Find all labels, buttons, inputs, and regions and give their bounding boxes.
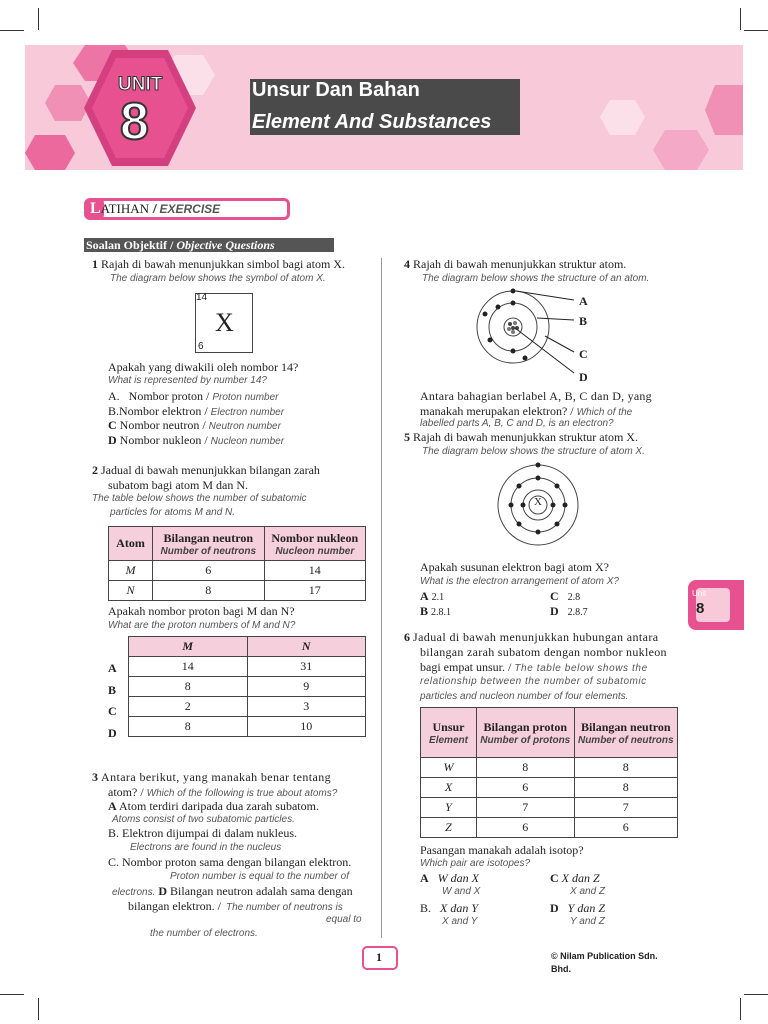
q1-option-a-en: Proton number	[212, 392, 279, 403]
q6-cell: 7	[477, 798, 575, 818]
q2-cell: N	[109, 581, 153, 601]
q3-line2	[108, 785, 337, 800]
q3-option-c-en2: electrons.	[112, 887, 156, 898]
q2-stem-ms1-text: Jadual di bawah menunjukkan bilangan zarah	[101, 463, 320, 477]
q2-ans-th-n: N	[247, 637, 366, 657]
q2-ans-cell: 9	[247, 677, 366, 697]
q2-question-ms: Apakah nombor proton bagi M dan N?	[108, 604, 295, 618]
q5-stem-ms-text: Rajah di bawah menunjukkan struktur atom X.	[413, 430, 638, 444]
q6-th-protons-ms: Bilangan proton	[483, 719, 567, 734]
q1-option-c-en: Neutron number	[208, 421, 281, 432]
q6-question-en: Which pair are isotopes?	[420, 858, 531, 869]
q2-answer-table	[128, 636, 366, 737]
q2-option-a-key[interactable]: A	[108, 661, 117, 675]
q3-option-b[interactable]	[108, 826, 297, 841]
q6-option-d-en: Y and Z	[570, 916, 605, 927]
q6-th-neutrons-en: Number of neutrons	[577, 734, 674, 746]
q6-option-c-key: C	[550, 871, 559, 885]
unit-number: 8	[120, 93, 149, 151]
latihan-heading	[90, 200, 220, 218]
q3-line1	[92, 770, 331, 785]
q2-cell: 6	[153, 561, 265, 581]
q1-option-d[interactable]	[108, 433, 284, 448]
unit-side-tab	[688, 580, 744, 630]
q3-option-d[interactable]	[112, 884, 353, 899]
q2-ans-cell: 31	[247, 657, 366, 677]
q3-option-a[interactable]	[108, 799, 319, 814]
q6-th-neutrons-ms: Bilangan neutron	[581, 719, 671, 734]
soalan-ms: Soalan Objektif /	[86, 238, 174, 252]
q6-option-d-ms: Y dan Z	[567, 901, 606, 915]
table-row	[109, 581, 366, 601]
copyright-line2: Bhd.	[551, 964, 571, 974]
q3-option-c-en1: Proton number is equal to the number of	[170, 871, 349, 882]
crop-mark	[38, 998, 39, 1020]
q6-th-protons	[477, 708, 575, 758]
q5-option-d-val: 2.8.7	[567, 607, 588, 618]
q3-option-c-ms: Nombor proton sama dengan bilangan elektron.	[122, 855, 352, 869]
q6-cell: 8	[574, 778, 677, 798]
atom-symbol: X	[215, 308, 234, 337]
q6-cell: Z	[421, 818, 477, 838]
q1-stem-ms-text: Rajah di bawah menunjukkan simbol bagi atom X.	[101, 257, 345, 271]
q5-stem-ms	[404, 430, 638, 445]
q6-cell: W	[421, 758, 477, 778]
q1-number: 1	[92, 257, 98, 271]
q1-stem-en: The diagram below shows the symbol of atom X.	[110, 273, 326, 284]
q1-option-d-ms: Nombor nukleon /	[119, 433, 208, 447]
q1-question-ms: Apakah yang diwakili oleh nombor 14?	[108, 360, 299, 374]
q6-cell: 8	[574, 758, 677, 778]
q6-line1-text: Jadual di bawah menunjukkan hubungan antara	[413, 630, 659, 644]
q3-option-d-ms2: bilangan elektron. /	[128, 899, 221, 913]
q5-stem-en: The diagram below shows the structure of atom X.	[422, 446, 645, 457]
q1-question-en: What is represented by number 14?	[108, 375, 267, 386]
page-number: 1	[376, 950, 382, 964]
q3-option-b-ms: Elektron dijumpai di dalam nukleus.	[122, 826, 297, 840]
q3-option-d-key: D	[158, 884, 168, 898]
q2-ans-cell: 14	[129, 657, 248, 677]
table-row	[129, 697, 366, 717]
table-row	[129, 717, 366, 737]
q6-option-a-key: A	[420, 871, 429, 885]
q6-th-neutrons	[574, 708, 677, 758]
q4-question-line2	[420, 404, 632, 419]
table-row	[421, 758, 678, 778]
q1-option-c-ms: Nombor neutron /	[119, 418, 206, 432]
q5-option-c-key: C	[550, 589, 559, 603]
q5-question-ms: Apakah susunan elektron bagi atom X?	[420, 560, 609, 574]
q6-th-element-en: Element	[429, 734, 468, 746]
q2-th-neutron-en: Number of neutrons	[160, 545, 257, 557]
q4-stem-ms	[404, 257, 626, 272]
q1-stem-ms	[92, 257, 345, 272]
q5-option-c-val: 2.8	[567, 592, 581, 603]
q6-option-a[interactable]	[420, 871, 479, 886]
soalan-en: Objective Questions	[176, 238, 275, 252]
q2-th-neutron-ms: Bilangan neutron	[163, 530, 254, 545]
column-divider	[381, 258, 382, 938]
q2-ans-cell: 3	[247, 697, 366, 717]
q6-option-a-ms: W dan X	[437, 871, 479, 885]
q6-option-b[interactable]	[420, 901, 478, 916]
q3-option-b-key: B.	[108, 826, 120, 840]
q6-cell: 8	[477, 758, 575, 778]
q3-line2-en: Which of the following is true about atoms?	[146, 788, 338, 799]
q4-question-ms2: manakah merupakan elektron? /	[420, 404, 574, 418]
q5-option-b-key: B	[420, 604, 429, 618]
copyright-line1: © Nilam Publication Sdn.	[551, 951, 658, 961]
crop-mark	[744, 994, 768, 995]
q6-option-d[interactable]	[550, 901, 605, 916]
crop-mark	[0, 994, 24, 995]
q5-option-b-val: 2.8.1	[431, 607, 452, 618]
q2-th-nucleon-en: Nucleon number	[275, 545, 355, 557]
q5-question-en: What is the electron arrangement of atom X?	[420, 576, 619, 587]
unit-side-tab-label: Unit	[692, 589, 707, 598]
table-row	[129, 657, 366, 677]
q2-stem-en2: particles for atoms M and N.	[110, 507, 236, 518]
q3-option-d-en2: equal to	[326, 914, 362, 925]
q2-stem-en1: The table below shows the number of subatomic	[92, 493, 307, 504]
q6-line5: particles and nucleon number of four elements.	[420, 691, 629, 702]
q1-option-d-en: Nucleon number	[210, 436, 285, 447]
q2-th-nucleon-ms: Nombor nukleon	[271, 530, 359, 545]
q5-option-d-key: D	[550, 604, 559, 618]
title-ms: Unsur Dan Bahan	[252, 79, 420, 101]
q5-option-a-key: A	[420, 589, 429, 603]
q2-cell: 14	[264, 561, 365, 581]
q2-ans-cell: 8	[129, 717, 248, 737]
q1-option-b-ms: Nombor elektron /	[119, 404, 208, 418]
q5-number: 5	[404, 430, 410, 444]
q4-question-ms1: Antara bahagian berlabel A, B, C dan D, yang	[420, 389, 652, 403]
q3-option-d-line2	[128, 899, 343, 914]
q1-option-a-key: A.	[108, 389, 120, 403]
q2-cell: 8	[153, 581, 265, 601]
q6-option-b-en: X and Y	[442, 916, 478, 927]
title-en: Element And Substances	[252, 111, 492, 133]
q4-question-en1: Which of the	[576, 407, 633, 418]
crop-mark	[744, 30, 768, 31]
q2-th-neutron	[153, 527, 265, 561]
q6-line1	[404, 630, 658, 645]
latihan-en: / EXERCISE	[152, 202, 221, 216]
latihan-initial: L	[90, 200, 101, 217]
q4-label-d: D	[579, 370, 588, 384]
crop-mark	[0, 30, 24, 31]
q2-stem-ms1	[92, 463, 320, 478]
q6-option-b-ms: X dan Y	[440, 901, 479, 915]
q3-option-d-ms1: Bilangan neutron adalah sama dengan	[170, 884, 353, 898]
q2-th-atom-ms: Atom	[116, 536, 145, 550]
table-row	[129, 677, 366, 697]
q3-option-d-en3: the number of electrons.	[150, 928, 258, 939]
q4-number: 4	[404, 257, 410, 271]
unit-label: UNIT	[118, 74, 163, 95]
q6-cell: 6	[477, 778, 575, 798]
q2-ans-cell: 2	[129, 697, 248, 717]
q1-option-b[interactable]	[108, 404, 284, 419]
q6-option-c-en: X and Z	[570, 886, 606, 897]
q6-th-element-ms: Unsur	[432, 719, 465, 734]
q1-option-b-key: B.	[108, 404, 120, 418]
q4-label-c: C	[579, 347, 588, 361]
q2-option-b-key[interactable]: B	[108, 683, 117, 697]
q2-number: 2	[92, 463, 98, 477]
q2-question-en: What are the proton numbers of M and N?	[108, 620, 296, 631]
q6-option-b-key: B.	[420, 901, 432, 915]
q6-cell: X	[421, 778, 477, 798]
q6-line2: bilangan zarah subatom dengan nombor nukleon	[420, 645, 667, 659]
q5-option-b[interactable]	[420, 604, 451, 619]
q5-option-a-val: 2.1	[431, 592, 445, 603]
q4-label-b: B	[579, 314, 588, 328]
q6-line3-en: The table below shows the	[514, 663, 648, 674]
q1-option-b-en: Electron number	[210, 407, 285, 418]
q6-question-ms: Pasangan manakah adalah isotop?	[420, 843, 584, 857]
q2-th-nucleon	[264, 527, 365, 561]
q6-cell: 6	[477, 818, 575, 838]
q2-option-d-key[interactable]: D	[108, 726, 117, 740]
latihan-rest: ATIHAN	[100, 201, 150, 216]
q2-option-c-key[interactable]: C	[108, 704, 117, 718]
q6-option-c[interactable]	[550, 871, 600, 886]
q3-number: 3	[92, 770, 98, 784]
q4-stem-ms-text: Rajah di bawah menunjukkan struktur atom.	[413, 257, 627, 271]
table-row	[421, 818, 678, 838]
q6-option-c-ms: X dan Z	[561, 871, 600, 885]
q3-option-c[interactable]	[108, 855, 351, 870]
q3-option-d-en1: The number of neutrons is	[225, 902, 343, 913]
q5-option-d[interactable]	[550, 604, 588, 619]
q1-option-a-ms: Nombor proton /	[128, 389, 210, 403]
q6-line3	[420, 660, 648, 675]
table-row	[109, 561, 366, 581]
atom-mass-number: 14	[196, 292, 208, 303]
q6-table	[420, 707, 678, 838]
q5-option-c[interactable]	[550, 589, 580, 604]
q1-option-a[interactable]	[108, 389, 279, 404]
crop-mark	[38, 8, 39, 30]
q2-cell: 17	[264, 581, 365, 601]
q6-cell: Y	[421, 798, 477, 818]
q2-stem-ms2: subatom bagi atom M dan N.	[108, 478, 248, 492]
q2-ans-cell: 8	[129, 677, 248, 697]
q3-option-a-ms: Atom terdiri daripada dua zarah subatom.	[119, 799, 319, 813]
q1-option-c[interactable]	[108, 418, 281, 433]
atom-x-center: X	[534, 496, 542, 508]
q6-cell: 7	[574, 798, 677, 818]
q6-line3-ms: bagi empat unsur. /	[420, 660, 512, 674]
table-row	[421, 778, 678, 798]
q1-option-d-key: D	[108, 433, 117, 447]
q4-stem-en: The diagram below shows the structure of an atom.	[422, 273, 650, 284]
q6-th-protons-en: Number of protons	[480, 734, 571, 746]
q4-question-en2: labelled parts A, B, C and D, is an electron?	[420, 418, 614, 429]
atom-proton-number: 6	[198, 341, 204, 352]
soalan-heading	[86, 238, 275, 253]
q2-ans-cell: 10	[247, 717, 366, 737]
q3-option-a-en: Atoms consist of two subatomic particles.	[112, 814, 295, 825]
q5-option-a[interactable]	[420, 589, 444, 604]
q3-line2-ms: atom? /	[108, 785, 144, 799]
q2-table	[108, 526, 366, 601]
q2-ans-th-m: M	[129, 637, 248, 657]
q6-option-a-en: W and X	[442, 886, 481, 897]
q1-option-c-key: C	[108, 418, 117, 432]
q3-option-c-key: C.	[108, 855, 120, 869]
unit-side-tab-number: 8	[696, 600, 705, 617]
q6-th-element	[421, 708, 477, 758]
q3-option-b-en: Electrons are found in the nucleus	[130, 842, 282, 853]
q6-cell: 6	[574, 818, 677, 838]
q6-line4: relationship between the number of subatomic	[420, 676, 647, 687]
q6-number: 6	[404, 630, 410, 644]
q3-line1-text: Antara berikut, yang manakah benar tentang	[101, 770, 332, 784]
q2-th-atom	[109, 527, 153, 561]
q2-cell: M	[109, 561, 153, 581]
q3-option-a-key: A	[108, 799, 117, 813]
table-row	[421, 798, 678, 818]
crop-mark	[740, 998, 741, 1020]
crop-mark	[740, 8, 741, 30]
q6-option-d-key: D	[550, 901, 559, 915]
q4-label-a: A	[579, 294, 588, 308]
